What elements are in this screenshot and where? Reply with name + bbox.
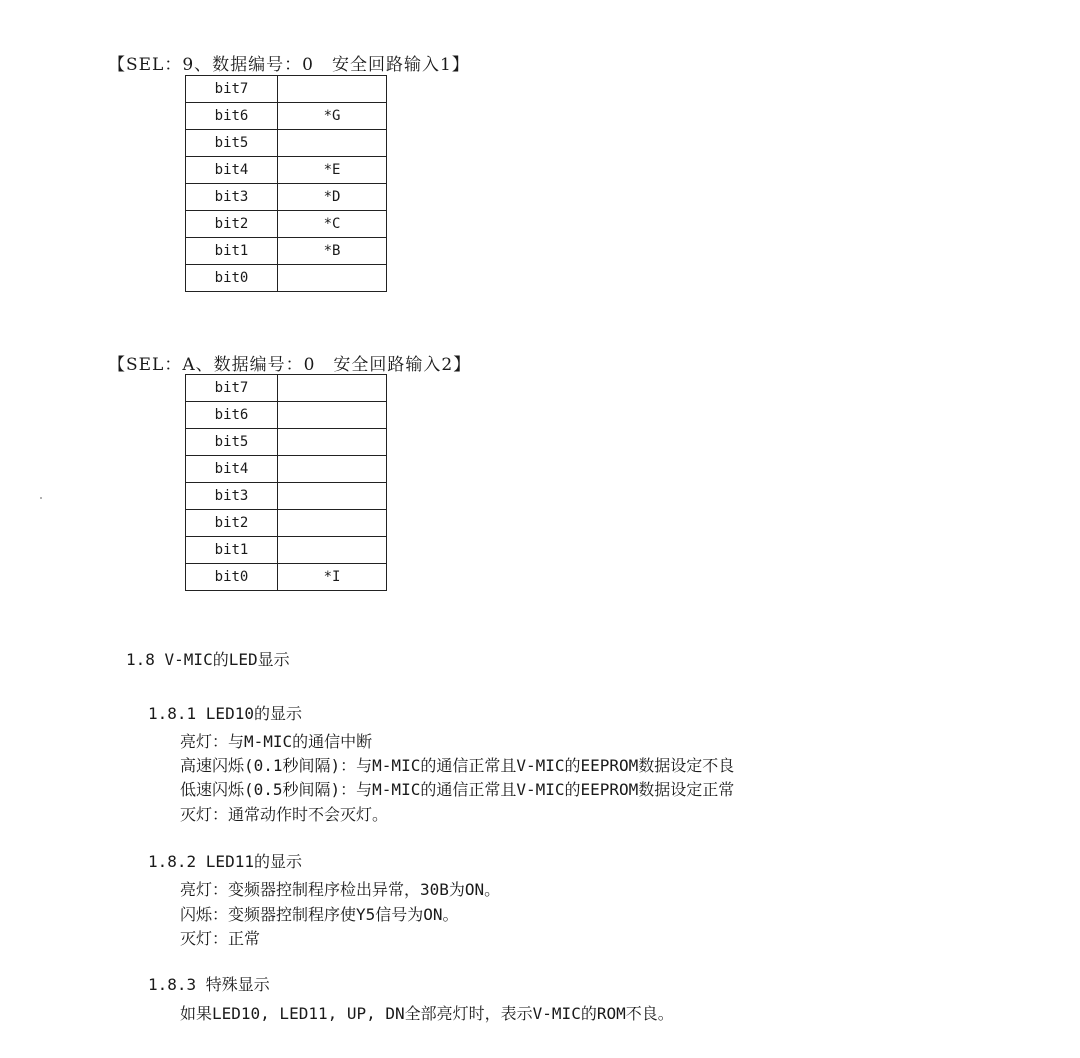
table-row [186,510,387,537]
bit-label: bit3 [186,483,278,510]
bit-label: bit5 [186,429,278,456]
table-row [186,130,387,157]
bit-label: bit0 [186,564,278,591]
bit-value [278,76,387,103]
table-row [186,76,387,103]
led11-line-off: 灭灯：正常 [180,929,261,948]
bit-value [278,537,387,564]
section-1-8-1-title: 1.8.1 LED10的显示 [148,704,302,723]
bit-value [278,265,387,292]
bit-value [278,130,387,157]
table-row [186,211,387,238]
led10-line-slow: 低速闪烁(0.5秒间隔)：与M-MIC的通信正常且V-MIC的EEPROM数据设定正常 [180,780,735,799]
bit-value: *D [278,184,387,211]
bit-label: bit2 [186,211,278,238]
selA-bit-table [185,374,387,591]
bit-label: bit0 [186,265,278,292]
bit-value [278,483,387,510]
scan-speck [40,497,42,499]
selA-heading: 【SEL：A、数据编号：0 安全回路输入2】 [108,355,472,375]
bit-value [278,510,387,537]
bit-value: *G [278,103,387,130]
table-row [186,184,387,211]
table-row [186,103,387,130]
table-row [186,564,387,591]
led10-line-on: 亮灯：与M-MIC的通信中断 [180,732,373,751]
bit-value [278,429,387,456]
table-row [186,402,387,429]
bit-label: bit6 [186,402,278,429]
table-row [186,265,387,292]
sel9-bit-table [185,75,387,292]
bit-label: bit6 [186,103,278,130]
table-row [186,238,387,265]
section-1-8-title: 1.8 V-MIC的LED显示 [126,650,290,669]
bit-value: *I [278,564,387,591]
table-row [186,537,387,564]
bit-value: *C [278,211,387,238]
bit-value [278,375,387,402]
bit-value: *B [278,238,387,265]
bit-value [278,456,387,483]
led11-line-on: 亮灯：变频器控制程序检出异常，30B为ON。 [180,880,501,899]
led10-line-fast: 高速闪烁(0.1秒间隔)：与M-MIC的通信正常且V-MIC的EEPROM数据设定不良 [180,756,735,775]
bit-label: bit2 [186,510,278,537]
led11-line-blink: 闪烁：变频器控制程序使Y5信号为ON。 [180,905,459,924]
bit-label: bit3 [186,184,278,211]
section-1-8-3-title: 1.8.3 特殊显示 [148,975,270,994]
bit-label: bit1 [186,537,278,564]
bit-label: bit5 [186,130,278,157]
table-row [186,483,387,510]
sel9-heading: 【SEL：9、数据编号：0 安全回路输入1】 [108,55,470,75]
table-row [186,375,387,402]
bit-label: bit4 [186,157,278,184]
table-row [186,456,387,483]
bit-value [278,402,387,429]
special-display-line: 如果LED10, LED11, UP, DN全部亮灯时，表示V-MIC的ROM不良。 [180,1004,674,1023]
bit-label: bit4 [186,456,278,483]
table-row [186,429,387,456]
bit-value: *E [278,157,387,184]
table-row [186,157,387,184]
bit-label: bit1 [186,238,278,265]
led10-line-off: 灭灯：通常动作时不会灭灯。 [180,805,389,824]
bit-label: bit7 [186,76,278,103]
section-1-8-2-title: 1.8.2 LED11的显示 [148,852,302,871]
bit-label: bit7 [186,375,278,402]
